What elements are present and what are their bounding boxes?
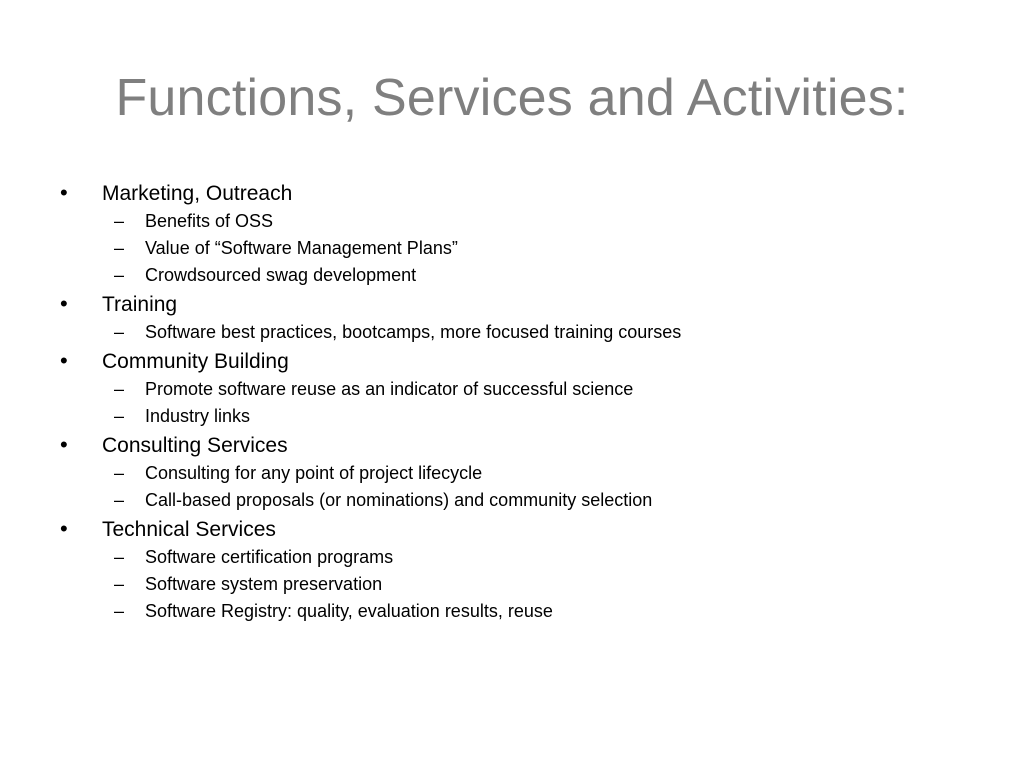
sub-bullet-item xyxy=(114,235,988,262)
bullet-marker-icon: • xyxy=(60,291,68,316)
sub-bullet-list xyxy=(58,376,988,430)
sub-bullet-item xyxy=(114,376,988,403)
sub-bullet-label: Call-based proposals (or nominations) and community selection xyxy=(145,490,653,510)
sub-bullet-label: Promote software reuse as an indicator of successful science xyxy=(145,379,634,399)
bullet-marker-icon: • xyxy=(60,516,68,541)
sub-bullet-label: Software certification programs xyxy=(145,547,394,567)
dash-marker-icon: – xyxy=(114,490,125,510)
dash-marker-icon: – xyxy=(114,601,125,621)
bullet-item-community-building xyxy=(58,346,988,430)
sub-bullet-label: Value of “Software Management Plans” xyxy=(145,238,458,258)
dash-marker-icon: – xyxy=(114,265,125,285)
sub-bullet-item xyxy=(114,403,988,430)
bullet-label: Marketing, Outreach xyxy=(102,182,293,205)
bullet-label: Community Building xyxy=(102,350,289,373)
bullet-line xyxy=(58,346,988,376)
sub-bullet-item xyxy=(114,598,988,625)
bullet-marker-icon: • xyxy=(60,432,68,457)
sub-bullet-list xyxy=(58,319,988,346)
bullet-label: Consulting Services xyxy=(102,434,288,457)
sub-bullet-item xyxy=(114,262,988,289)
bullet-line xyxy=(58,430,988,460)
sub-bullet-item xyxy=(114,319,988,346)
sub-bullet-label: Benefits of OSS xyxy=(145,211,274,231)
bullet-item-consulting-services xyxy=(58,430,988,514)
bullet-label: Training xyxy=(102,293,178,316)
sub-bullet-item xyxy=(114,487,988,514)
bullet-item-technical-services xyxy=(58,514,988,625)
sub-bullet-list xyxy=(58,544,988,625)
sub-bullet-label: Crowdsourced swag development xyxy=(145,265,417,285)
sub-bullet-item xyxy=(114,544,988,571)
slide-title: Functions, Services and Activities: xyxy=(115,69,909,127)
bullet-line xyxy=(58,514,988,544)
sub-bullet-item xyxy=(114,208,988,235)
dash-marker-icon: – xyxy=(114,322,125,342)
sub-bullet-item xyxy=(114,571,988,598)
bullet-marker-icon: • xyxy=(60,180,68,205)
sub-bullet-label: Software Registry: quality, evaluation results, reuse xyxy=(145,601,553,621)
dash-marker-icon: – xyxy=(114,547,125,567)
bullet-item-marketing-outreach xyxy=(58,178,988,289)
sub-bullet-list xyxy=(58,208,988,289)
sub-bullet-item xyxy=(114,460,988,487)
dash-marker-icon: – xyxy=(114,238,125,258)
sub-bullet-label: Software best practices, bootcamps, more focused training courses xyxy=(145,322,682,342)
sub-bullet-list xyxy=(58,460,988,514)
sub-bullet-label: Consulting for any point of project lifecycle xyxy=(145,463,483,483)
dash-marker-icon: – xyxy=(114,379,125,399)
bullet-label: Technical Services xyxy=(102,518,276,541)
sub-bullet-label: Industry links xyxy=(145,406,251,426)
dash-marker-icon: – xyxy=(114,406,125,426)
dash-marker-icon: – xyxy=(114,211,125,231)
bullet-marker-icon: • xyxy=(60,348,68,373)
bullet-line xyxy=(58,289,988,319)
bullet-item-training xyxy=(58,289,988,346)
bullet-list xyxy=(58,178,988,625)
dash-marker-icon: – xyxy=(114,574,125,594)
bullet-line xyxy=(58,178,988,208)
dash-marker-icon: – xyxy=(114,463,125,483)
sub-bullet-label: Software system preservation xyxy=(145,574,383,594)
